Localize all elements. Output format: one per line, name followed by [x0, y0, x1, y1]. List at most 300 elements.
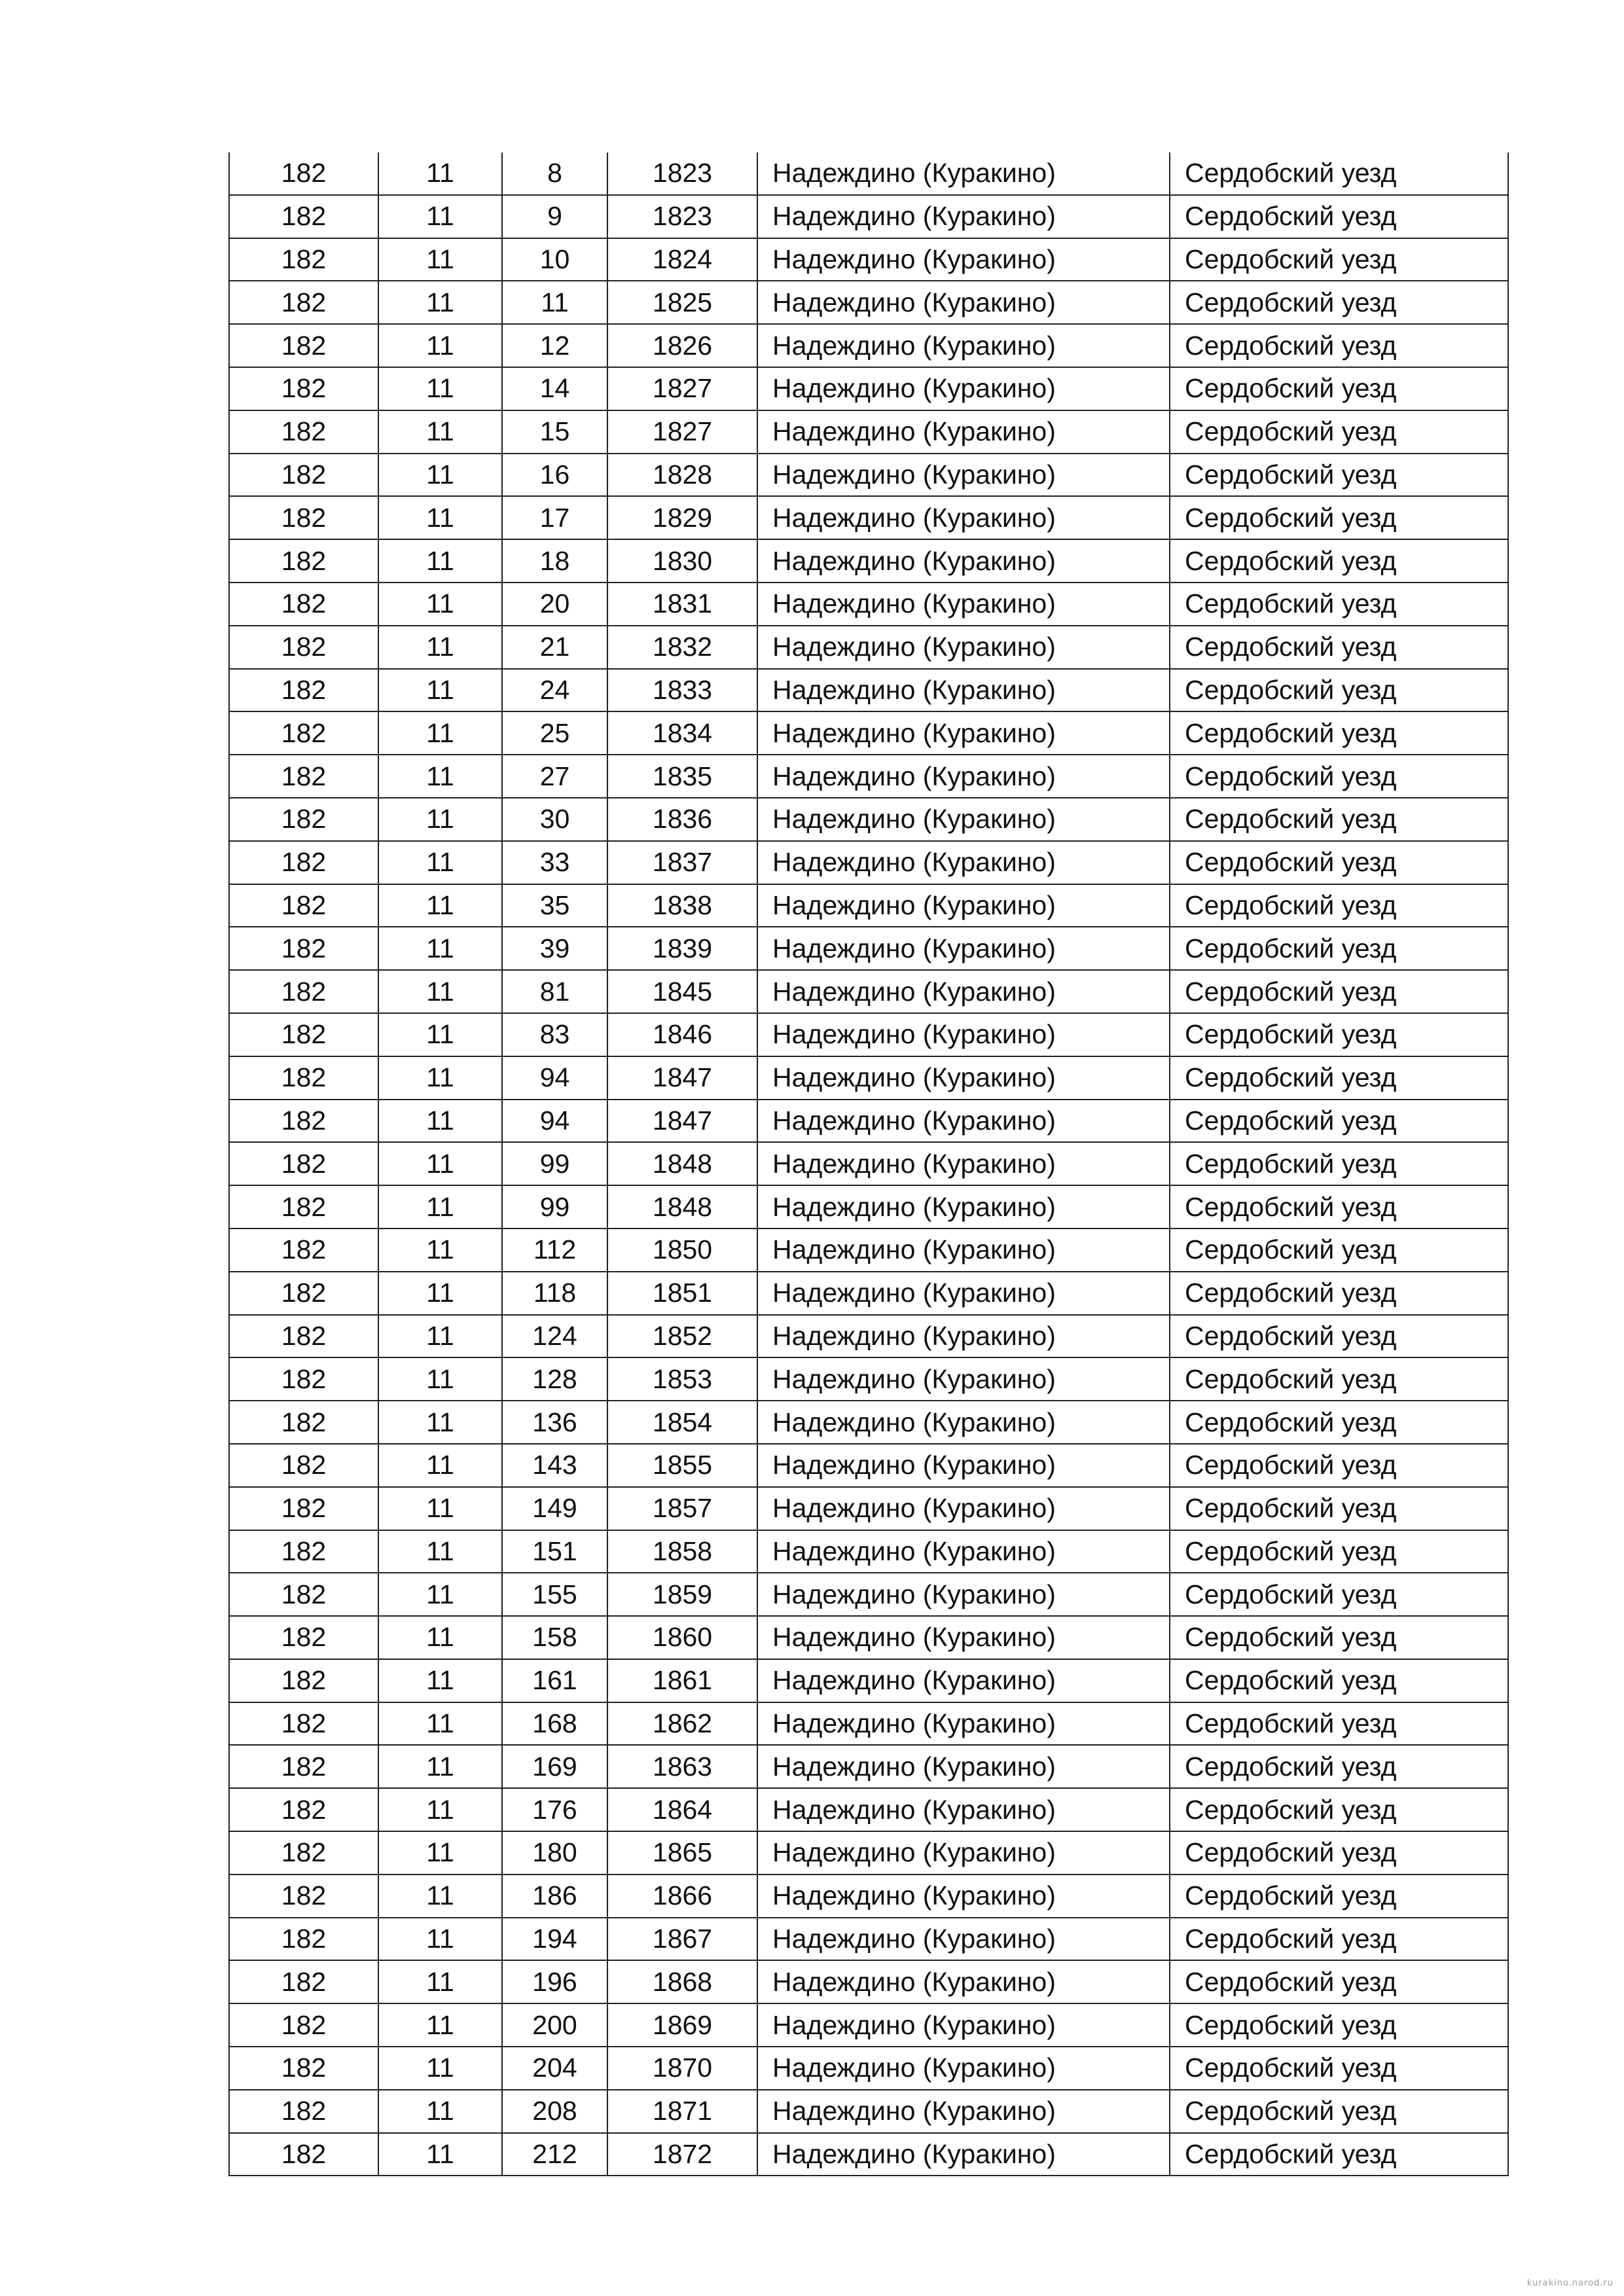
district-cell: Сердобский уезд — [1170, 1013, 1508, 1056]
table-row — [229, 367, 1508, 410]
inventory-cell: 11 — [378, 1918, 502, 1961]
settlement-cell: Надеждино (Куракино) — [757, 1702, 1170, 1746]
district-cell: Сердобский уезд — [1170, 711, 1508, 755]
table-row — [229, 2003, 1508, 2047]
table-row — [229, 1702, 1508, 1746]
fund-cell: 182 — [229, 1874, 378, 1918]
year-cell: 1848 — [607, 1142, 757, 1185]
inventory-cell: 11 — [378, 454, 502, 497]
file-cell: 33 — [502, 841, 607, 884]
district-cell: Сердобский уезд — [1170, 755, 1508, 798]
inventory-cell: 11 — [378, 410, 502, 454]
table-row — [229, 884, 1508, 927]
district-cell: Сердобский уезд — [1170, 1056, 1508, 1100]
file-cell: 39 — [502, 927, 607, 970]
file-cell: 176 — [502, 1788, 607, 1831]
inventory-cell: 11 — [378, 1702, 502, 1746]
settlement-cell: Надеждино (Куракино) — [757, 798, 1170, 841]
settlement-cell: Надеждино (Куракино) — [757, 1960, 1170, 2003]
table-row — [229, 539, 1508, 583]
year-cell: 1831 — [607, 583, 757, 626]
settlement-cell: Надеждино (Куракино) — [757, 884, 1170, 927]
file-cell: 155 — [502, 1573, 607, 1616]
fund-cell: 182 — [229, 1788, 378, 1831]
year-cell: 1828 — [607, 454, 757, 497]
year-cell: 1847 — [607, 1100, 757, 1143]
settlement-cell: Надеждино (Куракино) — [757, 1357, 1170, 1401]
fund-cell: 182 — [229, 1229, 378, 1272]
year-cell: 1846 — [607, 1013, 757, 1056]
table-row — [229, 841, 1508, 884]
year-cell: 1859 — [607, 1573, 757, 1616]
fund-cell: 182 — [229, 1487, 378, 1530]
year-cell: 1852 — [607, 1315, 757, 1358]
fund-cell: 182 — [229, 755, 378, 798]
fund-cell: 182 — [229, 1616, 378, 1659]
inventory-cell: 11 — [378, 1960, 502, 2003]
file-cell: 136 — [502, 1401, 607, 1444]
year-cell: 1863 — [607, 1745, 757, 1788]
table-row — [229, 583, 1508, 626]
district-cell: Сердобский уезд — [1170, 1659, 1508, 1702]
table-row — [229, 1142, 1508, 1185]
fund-cell: 182 — [229, 1573, 378, 1616]
inventory-cell: 11 — [378, 2047, 502, 2090]
settlement-cell: Надеждино (Куракино) — [757, 1142, 1170, 1185]
file-cell: 158 — [502, 1616, 607, 1659]
inventory-cell: 11 — [378, 927, 502, 970]
year-cell: 1871 — [607, 2090, 757, 2133]
inventory-cell: 11 — [378, 711, 502, 755]
table-row — [229, 1272, 1508, 1315]
district-cell: Сердобский уезд — [1170, 1100, 1508, 1143]
fund-cell: 182 — [229, 1272, 378, 1315]
district-cell: Сердобский уезд — [1170, 281, 1508, 324]
year-cell: 1872 — [607, 2133, 757, 2176]
year-cell: 1827 — [607, 367, 757, 410]
file-cell: 27 — [502, 755, 607, 798]
district-cell: Сердобский уезд — [1170, 238, 1508, 281]
file-cell: 118 — [502, 1272, 607, 1315]
table-row — [229, 2133, 1508, 2176]
fund-cell: 182 — [229, 367, 378, 410]
fund-cell: 182 — [229, 1831, 378, 1874]
inventory-cell: 11 — [378, 1831, 502, 1874]
inventory-cell: 11 — [378, 1745, 502, 1788]
year-cell: 1825 — [607, 281, 757, 324]
district-cell: Сердобский уезд — [1170, 496, 1508, 539]
fund-cell: 182 — [229, 1185, 378, 1229]
table-row — [229, 195, 1508, 238]
inventory-cell: 11 — [378, 2090, 502, 2133]
table-row — [229, 711, 1508, 755]
fund-cell: 182 — [229, 1142, 378, 1185]
table-row — [229, 410, 1508, 454]
settlement-cell: Надеждино (Куракино) — [757, 496, 1170, 539]
year-cell: 1836 — [607, 798, 757, 841]
table-row — [229, 1401, 1508, 1444]
year-cell: 1834 — [607, 711, 757, 755]
fund-cell: 182 — [229, 1960, 378, 2003]
year-cell: 1857 — [607, 1487, 757, 1530]
file-cell: 25 — [502, 711, 607, 755]
inventory-cell: 11 — [378, 1788, 502, 1831]
fund-cell: 182 — [229, 152, 378, 195]
settlement-cell: Надеждино (Куракино) — [757, 1315, 1170, 1358]
file-cell: 196 — [502, 1960, 607, 2003]
settlement-cell: Надеждино (Куракино) — [757, 841, 1170, 884]
file-cell: 204 — [502, 2047, 607, 2090]
inventory-cell: 11 — [378, 1056, 502, 1100]
table-row — [229, 1185, 1508, 1229]
table-body — [229, 152, 1508, 2176]
table-row — [229, 1874, 1508, 1918]
fund-cell: 182 — [229, 195, 378, 238]
file-cell: 94 — [502, 1100, 607, 1143]
fund-cell: 182 — [229, 669, 378, 712]
table-row — [229, 1573, 1508, 1616]
settlement-cell: Надеждино (Куракино) — [757, 2003, 1170, 2047]
fund-cell: 182 — [229, 1530, 378, 1573]
year-cell: 1832 — [607, 626, 757, 669]
fund-cell: 182 — [229, 626, 378, 669]
year-cell: 1827 — [607, 410, 757, 454]
district-cell: Сердобский уезд — [1170, 2133, 1508, 2176]
file-cell: 21 — [502, 626, 607, 669]
district-cell: Сердобский уезд — [1170, 1185, 1508, 1229]
district-cell: Сердобский уезд — [1170, 2047, 1508, 2090]
file-cell: 24 — [502, 669, 607, 712]
inventory-cell: 11 — [378, 583, 502, 626]
inventory-cell: 11 — [378, 1401, 502, 1444]
fund-cell: 182 — [229, 583, 378, 626]
fund-cell: 182 — [229, 496, 378, 539]
file-cell: 14 — [502, 367, 607, 410]
year-cell: 1833 — [607, 669, 757, 712]
district-cell: Сердобский уезд — [1170, 1874, 1508, 1918]
table-row — [229, 152, 1508, 195]
file-cell: 94 — [502, 1056, 607, 1100]
year-cell: 1853 — [607, 1357, 757, 1401]
file-cell: 83 — [502, 1013, 607, 1056]
file-cell: 151 — [502, 1530, 607, 1573]
settlement-cell: Надеждино (Куракино) — [757, 367, 1170, 410]
year-cell: 1862 — [607, 1702, 757, 1746]
settlement-cell: Надеждино (Куракино) — [757, 1229, 1170, 1272]
fund-cell: 182 — [229, 1056, 378, 1100]
year-cell: 1823 — [607, 152, 757, 195]
file-cell: 17 — [502, 496, 607, 539]
year-cell: 1845 — [607, 970, 757, 1013]
settlement-cell: Надеждино (Куракино) — [757, 1788, 1170, 1831]
year-cell: 1855 — [607, 1444, 757, 1487]
fund-cell: 182 — [229, 970, 378, 1013]
file-cell: 208 — [502, 2090, 607, 2133]
table-row — [229, 1659, 1508, 1702]
table-row — [229, 1960, 1508, 2003]
settlement-cell: Надеждино (Куракино) — [757, 755, 1170, 798]
year-cell: 1850 — [607, 1229, 757, 1272]
fund-cell: 182 — [229, 1918, 378, 1961]
file-cell: 15 — [502, 410, 607, 454]
year-cell: 1854 — [607, 1401, 757, 1444]
district-cell: Сердобский уезд — [1170, 1229, 1508, 1272]
settlement-cell: Надеждино (Куракино) — [757, 2090, 1170, 2133]
table-row — [229, 798, 1508, 841]
file-cell: 143 — [502, 1444, 607, 1487]
settlement-cell: Надеждино (Куракино) — [757, 1831, 1170, 1874]
table-row — [229, 1013, 1508, 1056]
table-row — [229, 1315, 1508, 1358]
inventory-cell: 11 — [378, 539, 502, 583]
district-cell: Сердобский уезд — [1170, 1918, 1508, 1961]
fund-cell: 182 — [229, 238, 378, 281]
records-table — [228, 152, 1509, 2176]
year-cell: 1860 — [607, 1616, 757, 1659]
settlement-cell: Надеждино (Куракино) — [757, 410, 1170, 454]
settlement-cell: Надеждино (Куракино) — [757, 1272, 1170, 1315]
fund-cell: 182 — [229, 1357, 378, 1401]
file-cell: 12 — [502, 324, 607, 367]
district-cell: Сердобский уезд — [1170, 1745, 1508, 1788]
district-cell: Сердобский уезд — [1170, 1444, 1508, 1487]
fund-cell: 182 — [229, 1745, 378, 1788]
district-cell: Сердобский уезд — [1170, 1573, 1508, 1616]
file-cell: 99 — [502, 1142, 607, 1185]
table-row — [229, 1530, 1508, 1573]
table-row — [229, 1616, 1508, 1659]
inventory-cell: 11 — [378, 1616, 502, 1659]
table-row — [229, 1357, 1508, 1401]
settlement-cell: Надеждино (Куракино) — [757, 1444, 1170, 1487]
settlement-cell: Надеждино (Куракино) — [757, 195, 1170, 238]
inventory-cell: 11 — [378, 238, 502, 281]
fund-cell: 182 — [229, 1401, 378, 1444]
settlement-cell: Надеждино (Куракино) — [757, 1745, 1170, 1788]
district-cell: Сердобский уезд — [1170, 927, 1508, 970]
district-cell: Сердобский уезд — [1170, 626, 1508, 669]
inventory-cell: 11 — [378, 1487, 502, 1530]
district-cell: Сердобский уезд — [1170, 1788, 1508, 1831]
inventory-cell: 11 — [378, 626, 502, 669]
year-cell: 1868 — [607, 1960, 757, 2003]
fund-cell: 182 — [229, 2047, 378, 2090]
inventory-cell: 11 — [378, 496, 502, 539]
file-cell: 35 — [502, 884, 607, 927]
settlement-cell: Надеждино (Куракино) — [757, 1616, 1170, 1659]
settlement-cell: Надеждино (Куракино) — [757, 1530, 1170, 1573]
file-cell: 128 — [502, 1357, 607, 1401]
district-cell: Сердобский уезд — [1170, 1960, 1508, 2003]
settlement-cell: Надеждино (Куракино) — [757, 324, 1170, 367]
inventory-cell: 11 — [378, 2133, 502, 2176]
inventory-cell: 11 — [378, 324, 502, 367]
file-cell: 112 — [502, 1229, 607, 1272]
inventory-cell: 11 — [378, 841, 502, 884]
year-cell: 1837 — [607, 841, 757, 884]
year-cell: 1858 — [607, 1530, 757, 1573]
district-cell: Сердобский уезд — [1170, 1616, 1508, 1659]
inventory-cell: 11 — [378, 798, 502, 841]
settlement-cell: Надеждино (Куракино) — [757, 970, 1170, 1013]
file-cell: 180 — [502, 1831, 607, 1874]
year-cell: 1826 — [607, 324, 757, 367]
year-cell: 1824 — [607, 238, 757, 281]
settlement-cell: Надеждино (Куракино) — [757, 1573, 1170, 1616]
year-cell: 1823 — [607, 195, 757, 238]
inventory-cell: 11 — [378, 1573, 502, 1616]
district-cell: Сердобский уезд — [1170, 583, 1508, 626]
table-row — [229, 669, 1508, 712]
watermark: kurakino.narod.ru — [1526, 2278, 1614, 2288]
district-cell: Сердобский уезд — [1170, 410, 1508, 454]
file-cell: 20 — [502, 583, 607, 626]
settlement-cell: Надеждино (Куракино) — [757, 1659, 1170, 1702]
table-row — [229, 755, 1508, 798]
year-cell: 1848 — [607, 1185, 757, 1229]
file-cell: 30 — [502, 798, 607, 841]
year-cell: 1864 — [607, 1788, 757, 1831]
fund-cell: 182 — [229, 841, 378, 884]
table-row — [229, 626, 1508, 669]
inventory-cell: 11 — [378, 1100, 502, 1143]
settlement-cell: Надеждино (Куракино) — [757, 1487, 1170, 1530]
inventory-cell: 11 — [378, 755, 502, 798]
fund-cell: 182 — [229, 410, 378, 454]
inventory-cell: 11 — [378, 884, 502, 927]
table-row — [229, 1918, 1508, 1961]
fund-cell: 182 — [229, 539, 378, 583]
settlement-cell: Надеждино (Куракино) — [757, 1100, 1170, 1143]
table-row — [229, 1745, 1508, 1788]
district-cell: Сердобский уезд — [1170, 1142, 1508, 1185]
table-row — [229, 970, 1508, 1013]
table-row — [229, 1487, 1508, 1530]
district-cell: Сердобский уезд — [1170, 841, 1508, 884]
settlement-cell: Надеждино (Куракино) — [757, 1013, 1170, 1056]
fund-cell: 182 — [229, 1315, 378, 1358]
settlement-cell: Надеждино (Куракино) — [757, 2133, 1170, 2176]
inventory-cell: 11 — [378, 367, 502, 410]
file-cell: 8 — [502, 152, 607, 195]
inventory-cell: 11 — [378, 1357, 502, 1401]
settlement-cell: Надеждино (Куракино) — [757, 711, 1170, 755]
year-cell: 1835 — [607, 755, 757, 798]
table-row — [229, 238, 1508, 281]
file-cell: 10 — [502, 238, 607, 281]
district-cell: Сердобский уезд — [1170, 2090, 1508, 2133]
fund-cell: 182 — [229, 281, 378, 324]
fund-cell: 182 — [229, 1100, 378, 1143]
table-row — [229, 324, 1508, 367]
fund-cell: 182 — [229, 2133, 378, 2176]
district-cell: Сердобский уезд — [1170, 152, 1508, 195]
table-row — [229, 1788, 1508, 1831]
settlement-cell: Надеждино (Куракино) — [757, 1918, 1170, 1961]
inventory-cell: 11 — [378, 195, 502, 238]
district-cell: Сердобский уезд — [1170, 1702, 1508, 1746]
year-cell: 1839 — [607, 927, 757, 970]
district-cell: Сердобский уезд — [1170, 324, 1508, 367]
file-cell: 168 — [502, 1702, 607, 1746]
file-cell: 81 — [502, 970, 607, 1013]
fund-cell: 182 — [229, 798, 378, 841]
table-row — [229, 1831, 1508, 1874]
district-cell: Сердобский уезд — [1170, 970, 1508, 1013]
district-cell: Сердобский уезд — [1170, 798, 1508, 841]
year-cell: 1865 — [607, 1831, 757, 1874]
year-cell: 1830 — [607, 539, 757, 583]
district-cell: Сердобский уезд — [1170, 2003, 1508, 2047]
settlement-cell: Надеждино (Куракино) — [757, 152, 1170, 195]
file-cell: 186 — [502, 1874, 607, 1918]
file-cell: 9 — [502, 195, 607, 238]
year-cell: 1869 — [607, 2003, 757, 2047]
district-cell: Сердобский уезд — [1170, 1401, 1508, 1444]
settlement-cell: Надеждино (Куракино) — [757, 454, 1170, 497]
year-cell: 1866 — [607, 1874, 757, 1918]
file-cell: 161 — [502, 1659, 607, 1702]
file-cell: 124 — [502, 1315, 607, 1358]
inventory-cell: 11 — [378, 669, 502, 712]
inventory-cell: 11 — [378, 970, 502, 1013]
file-cell: 194 — [502, 1918, 607, 1961]
fund-cell: 182 — [229, 2003, 378, 2047]
year-cell: 1829 — [607, 496, 757, 539]
year-cell: 1847 — [607, 1056, 757, 1100]
district-cell: Сердобский уезд — [1170, 1315, 1508, 1358]
file-cell: 11 — [502, 281, 607, 324]
table-row — [229, 2090, 1508, 2133]
district-cell: Сердобский уезд — [1170, 1831, 1508, 1874]
year-cell: 1838 — [607, 884, 757, 927]
file-cell: 169 — [502, 1745, 607, 1788]
table-row — [229, 2047, 1508, 2090]
inventory-cell: 11 — [378, 1874, 502, 1918]
inventory-cell: 11 — [378, 1659, 502, 1702]
table-row — [229, 927, 1508, 970]
settlement-cell: Надеждино (Куракино) — [757, 583, 1170, 626]
table-row — [229, 496, 1508, 539]
table-row — [229, 1056, 1508, 1100]
inventory-cell: 11 — [378, 152, 502, 195]
fund-cell: 182 — [229, 1013, 378, 1056]
table-row — [229, 1100, 1508, 1143]
table-row — [229, 454, 1508, 497]
inventory-cell: 11 — [378, 1444, 502, 1487]
settlement-cell: Надеждино (Куракино) — [757, 1874, 1170, 1918]
district-cell: Сердобский уезд — [1170, 884, 1508, 927]
fund-cell: 182 — [229, 2090, 378, 2133]
district-cell: Сердобский уезд — [1170, 1530, 1508, 1573]
inventory-cell: 11 — [378, 1229, 502, 1272]
fund-cell: 182 — [229, 454, 378, 497]
district-cell: Сердобский уезд — [1170, 195, 1508, 238]
district-cell: Сердобский уезд — [1170, 539, 1508, 583]
settlement-cell: Надеждино (Куракино) — [757, 1401, 1170, 1444]
settlement-cell: Надеждино (Куракино) — [757, 669, 1170, 712]
fund-cell: 182 — [229, 1702, 378, 1746]
year-cell: 1851 — [607, 1272, 757, 1315]
table-row — [229, 1229, 1508, 1272]
inventory-cell: 11 — [378, 1272, 502, 1315]
settlement-cell: Надеждино (Куракино) — [757, 1185, 1170, 1229]
inventory-cell: 11 — [378, 1142, 502, 1185]
fund-cell: 182 — [229, 1659, 378, 1702]
settlement-cell: Надеждино (Куракино) — [757, 1056, 1170, 1100]
inventory-cell: 11 — [378, 1013, 502, 1056]
file-cell: 18 — [502, 539, 607, 583]
